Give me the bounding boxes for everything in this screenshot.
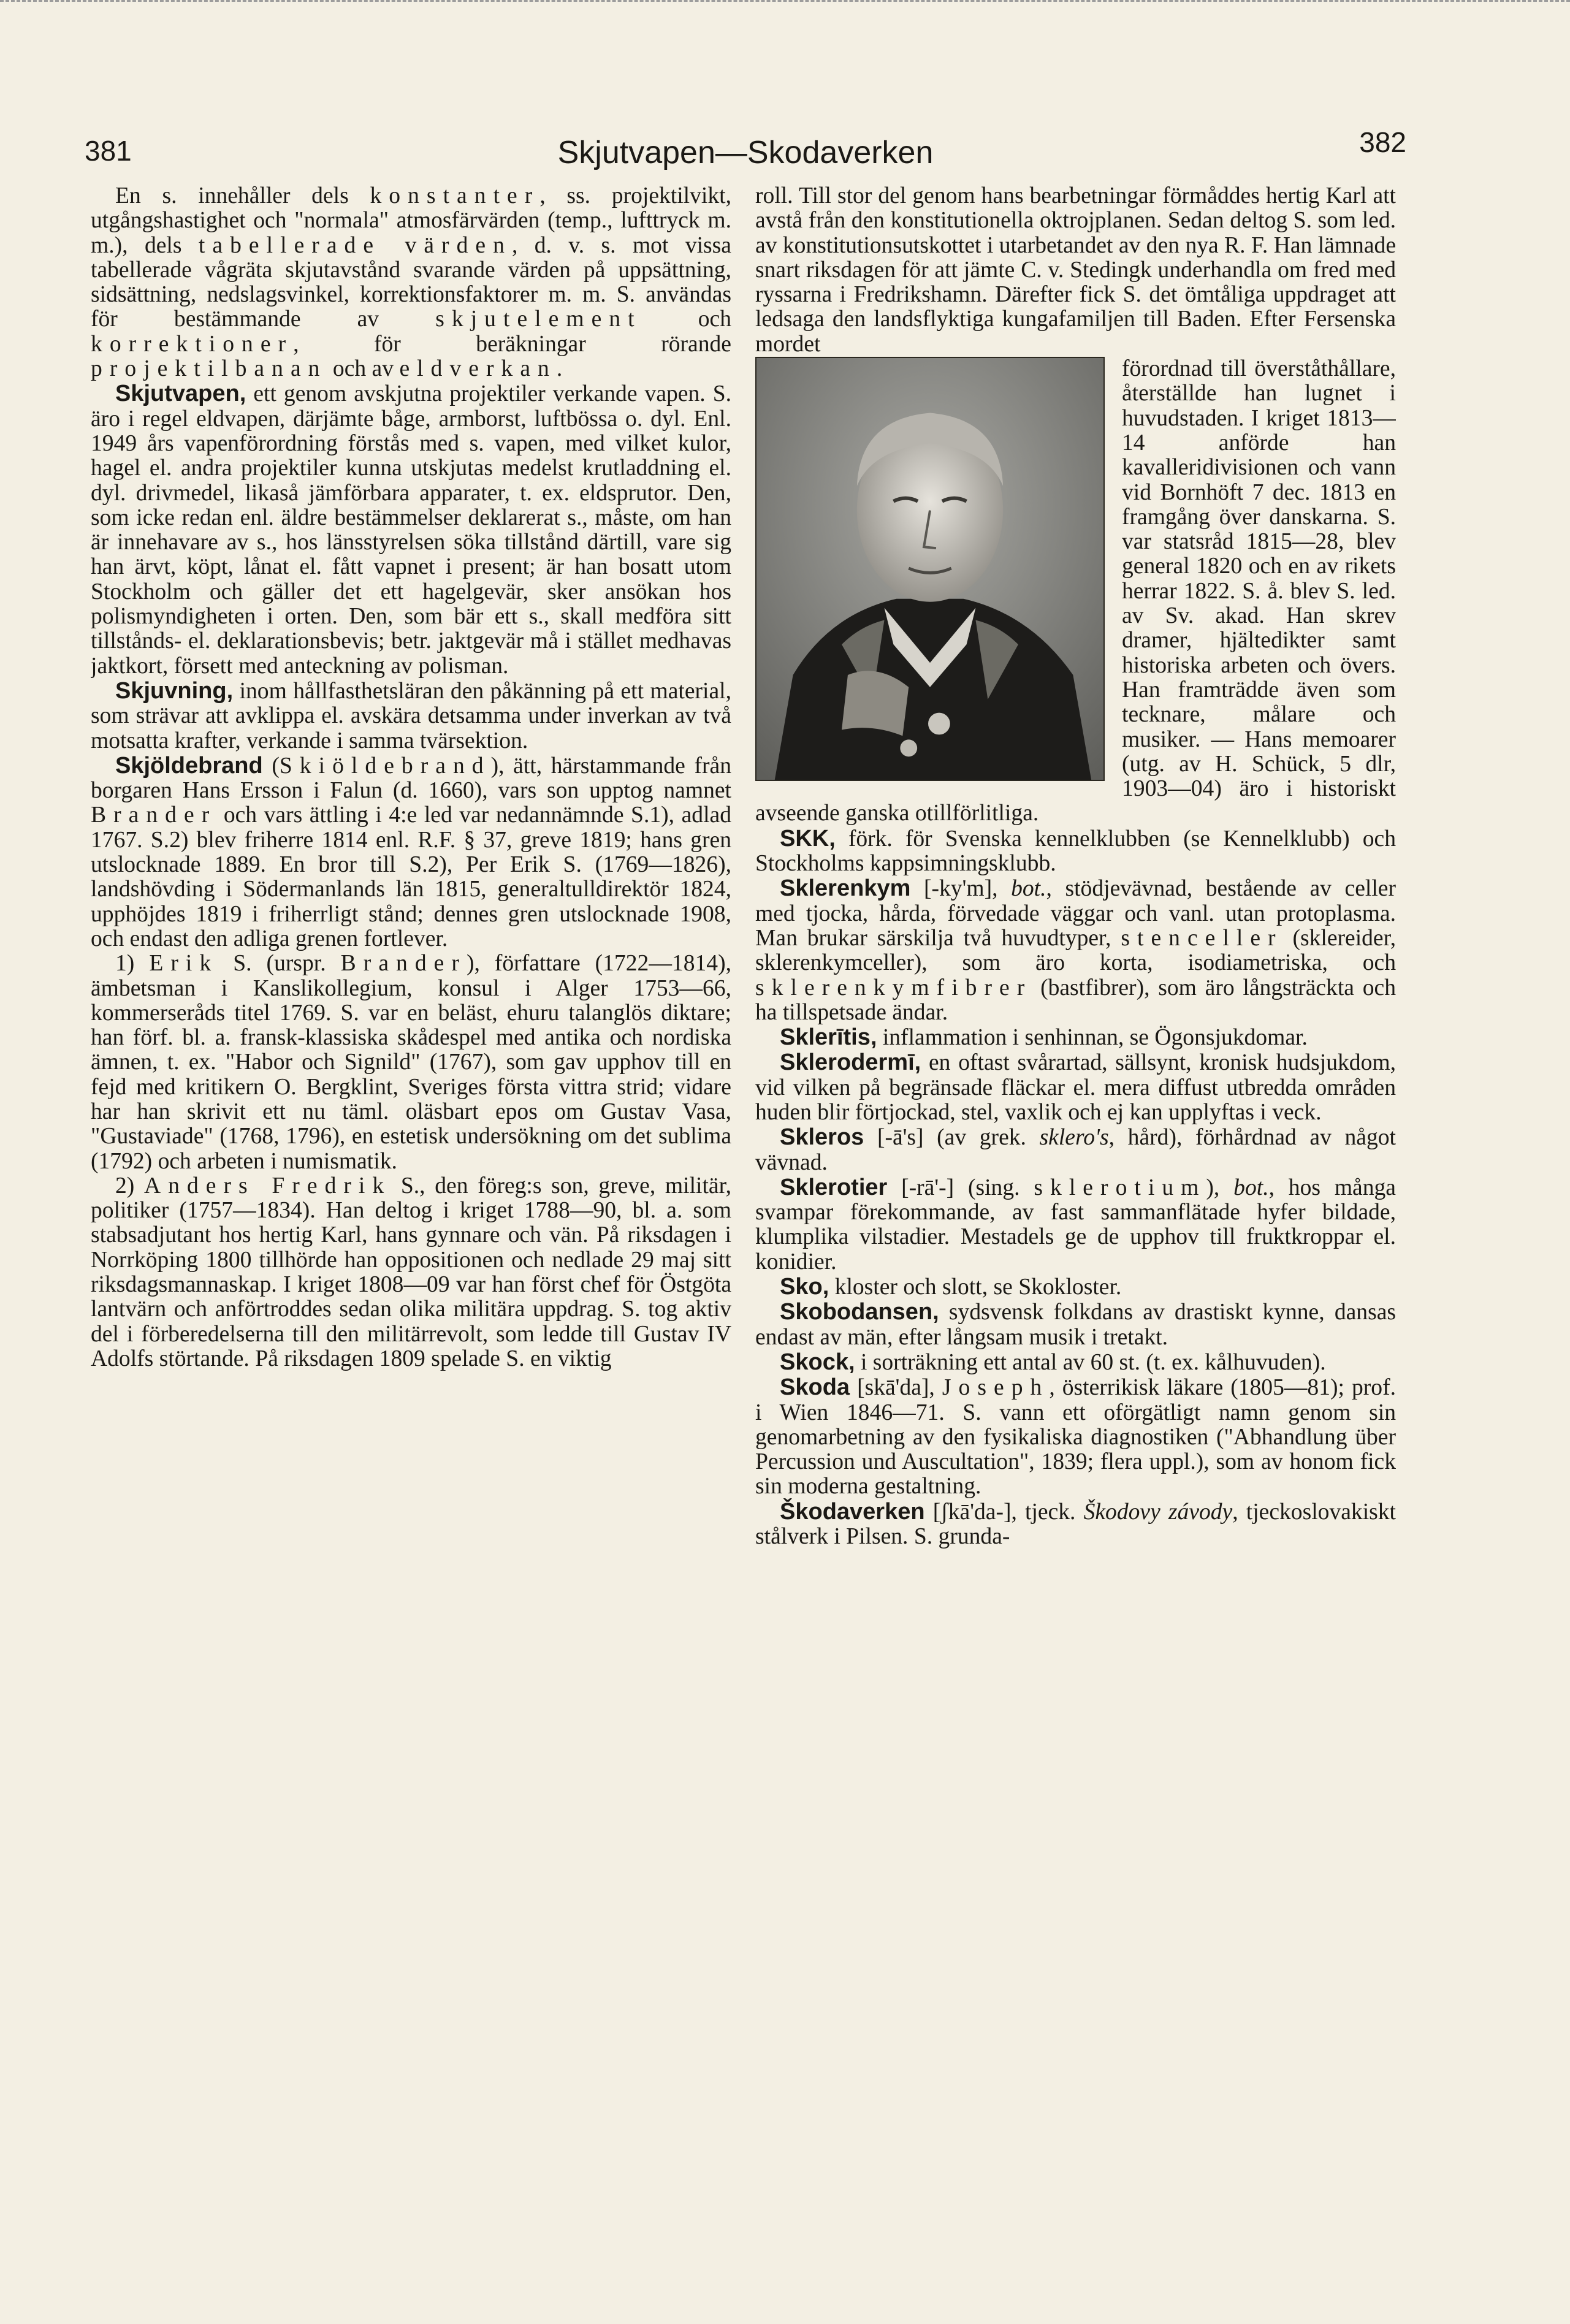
top-dashed-rule	[0, 0, 1570, 2]
entry-skock: Skock, i sorträkning ett antal av 60 st. (t. ex. kålhuvuden).	[780, 1349, 1326, 1375]
page-header	[85, 126, 1406, 181]
headword: Skoda	[780, 1374, 850, 1401]
entry-erik: 1) Erik S. (urspr. Brander), författare (1722—1814), ämbetsman i Kanslikollegium, konsul i Alger 1753—66, kommerseråds titel 1769. S. var en beläst, ehuru talanglös diktare; han förf. bl. a. fransk-klassiska skådespel med antika och nordiska ämnen, t. ex. "Habor och Signild" (1767), som gav upphov till en fejd med kritikern O. Bergklint, Sveriges första vittra strid; vidare har han skrivit ett nu täml. oläsbart epos om Gustav Vasa, "Gustaviade" (1768, 1796), en estetisk undersökning om det sublima (1792) och arbeten i numismatik.	[91, 951, 731, 1174]
headword: Škodaverken	[780, 1498, 925, 1525]
entry-skjuvning: Skjuvning, inom hållfasthetsläran den påkänning på ett material, som strävar att avklippa el. avskära detsamma under inverkan av två motsatta krafter, verkande i samma tvärsektion.	[91, 677, 731, 753]
headword: Skock,	[780, 1349, 855, 1375]
page-number-right: 382	[1359, 126, 1406, 158]
headword: Skjuvning,	[115, 677, 234, 704]
right-column	[755, 184, 1396, 2268]
left-column	[91, 184, 731, 2268]
portrait-image	[755, 357, 1105, 781]
headword: Skjöldebrand	[115, 752, 263, 779]
headword: Sklerenkym	[780, 875, 911, 902]
entry-sklerenkym: Sklerenkym [-ky'm], bot., stödjevävnad, bestående av celler med tjocka, hårda, förvedade väggar och vanl. utan protoplasma. Man brukar särskilja två huvudtyper, stenceller (sklereider, sklerenkymceller), som äro korta, isodiametriska, och sklerenkymfibrer (bastfibrer), som äro långsträckta och ha tillspetsade ändar.	[755, 875, 1396, 1025]
entry-paragraph: En s. innehåller dels konstanter, ss. projektilvikt, utgångshastighet och "normala" atmosfärvärden (temp., lufttryck m. m.), dels tabellerade värden, d. v. s. mot vissa tabellerade vågräta skjutavstånd svarande värden på uppsättning, sidsättning, nedslagsvinkel, korrektionsfaktorer m. m. S. användas för bestämmande av skjutelement och korrektioner, för beräkningar rörande projektilbanan och av eldverkan.	[91, 184, 731, 382]
entry-continuation: roll. Till stor del genom hans bearbetningar förmåddes hertig Karl att avstå från den konstitutionella oktrojplanen. Sedan deltog S. som led. av konstitutionsutskottet i utarbetandet av den nya R. F. Han lämnade snart riksdagen för att jämte C. v. Stedingk underhandla om fred med ryssarna i Fredrikshamn. Därefter fick S. det ömtåliga uppdraget att ledsaga den landsflyktiga kungafamiljen till Baden. Efter Fersenska mordet	[755, 184, 1396, 357]
page-number-left: 381	[85, 135, 132, 167]
headword: SKK,	[780, 825, 836, 851]
entry-anders-fredrik: 2) Anders Fredrik S., den föreg:s son, greve, militär, politiker (1757—1834). Han deltog i kriget 1788—90, bl. a. som stabsadjutant hos hertig Karl, hans gynnare och vän. På riksdagen i Norrköping 1800 tillhörde han oppositionen och nedlade 29 maj sitt riksdagsmannaskap. I kriget 1808—09 var han först chef för Östgöta lantvärn och anförtroddes sedan olika militära uppdrag. S. tog aktiv del i förberedelserna till den militärrevolt, som ledde till Gustav IV Adolfs störtande. På riksdagen 1809 spelade S. en viktig	[91, 1173, 731, 1371]
running-title: Skjutvapen—Skodaverken	[557, 135, 934, 170]
entry-skjoldebrand: Skjöldebrand (Skiöldebrand), ätt, härstammande från borgaren Hans Ersson i Falun (d. 1660), vars son upptog namnet Brander och vars ättling i 4:e led var nedannämnde S.1), adlad 1767. S.2) blev friherre 1814 enl. R.F. § 37, greve 1819; hans gren utslocknade 1889. En bror till S.2), Per Erik S. (1769—1826), landshövding i Södermanlands län 1815, generaltulldirektör 1824, upphöjdes 1819 i friherrligt stånd; dennes gren utslocknade 1908, och endast den adliga grenen fortlever.	[91, 752, 731, 951]
entry-sklerotier: Sklerotier [-rā'-] (sing. sklerotium), bot., hos många svampar förekommande, av fast sammanflätade hyfer bildade, klumplika vilstadier. Mestadels ge de upphov till fruktkroppar el. konidier.	[755, 1174, 1396, 1274]
entry-skk: SKK, förk. för Svenska kennelklubben (se Kennelklubb) och Stockholms kappsimningsklubb.	[755, 825, 1396, 877]
entry-skleros: Skleros [-ā's] (av grek. sklero's, hård), förhårdnad av något vävnad.	[755, 1124, 1396, 1175]
entry-skleritis: Sklerītis, inflammation i senhinnan, se Ögonsjukdomar.	[780, 1024, 1308, 1051]
entry-skobodansen: Skobodansen, sydsvensk folkdans av drastiskt kynne, dansas endast av män, efter långsam musik i tretakt.	[755, 1299, 1396, 1350]
entry-sko: Sko, kloster och slott, se Skokloster.	[780, 1274, 1122, 1300]
headword: Sko,	[780, 1274, 829, 1300]
entry-continuation-wrap: förordnad till överståthållare, återställde han lugnet i huvudstaden. I kriget 1813—14 anförde han kavalleridivisionen och vann vid Bornhöft 7 dec. 1813 en framgång över danskarna. S. var statsråd 1815—28, blev general 1820 och en av rikets herrar 1822. S. å. blev S. led. av Sv. akad. Han skrev dramer, hjältedikter samt historiska arbeten och övers. Han framträdde även som tecknare, målare och musiker. — Hans memoarer (utg. av H. Schück, 5 dlr, 1903—04) äro i historiskt avseende ganska otillförlitliga.	[755, 356, 1396, 826]
headword: Sklerotier	[780, 1174, 888, 1200]
entry-sklerodermi: Sklerodermī, en oftast svårartad, sällsynt, kronisk hudsjukdom, vid vilken på begränsade fläckar el. mera diffust utbredda områden huden blir förtjockad, stel, vaxlik och ej kan upplyftas i veck.	[755, 1050, 1396, 1125]
portrait-drawing	[756, 358, 1103, 780]
headword: Skobodansen,	[780, 1299, 939, 1325]
headword: Skleros	[780, 1124, 864, 1151]
headword: Skjutvapen,	[115, 381, 246, 407]
entry-skodaverken: Škodaverken [ʃkā'da-], tjeck. Škodovy závody, tjeckoslovakiskt stålverk i Pilsen. S. grunda-	[755, 1498, 1396, 1550]
headword: Sklerītis,	[780, 1024, 877, 1051]
headword: Sklerodermī,	[780, 1050, 921, 1076]
entry-skjutvapen: Skjutvapen, ett genom avskjutna projektiler verkande vapen. S. äro i regel eldvapen, därjämte båge, armborst, luftbössa o. dyl. Enl. 1949 års vapenförordning förstås med s. vapen, med vilket kulor, hagel el. andra projektiler kunna utskjutas medelst krutladdning el. dyl. drivmedel, likaså jämförbara apparater, t. ex. eldsprutor. Den, som icke redan enl. äldre bestämmelser deklarerat s., måste, om han är innehavare av s., hos länsstyrelsen söka tillstånd därtill, vare sig han ärvt, köpt, lånat el. fått vapnet i present; är han bosatt utom Stockholm och gäller det ett hagelgevär, sker ansökan hos polismyndigheten i orten. Den, som bär ett s., skall medföra sitt tillstånds- el. deklarationsbevis; betr. jaktgevär må i stället medhavas jaktkort, försett med anteckning av polisman.	[91, 381, 731, 679]
entry-skoda: Skoda [skā'da], Joseph, österrikisk läkare (1805—81); prof. i Wien 1846—71. S. vann ett oförgätligt namn genom sin genomarbetning av den fysikaliska diagnostiken ("Abhandlung über Percussion und Auscultation", 1839; flera uppl.), som av honom fick sin moderna gestaltning.	[755, 1374, 1396, 1499]
